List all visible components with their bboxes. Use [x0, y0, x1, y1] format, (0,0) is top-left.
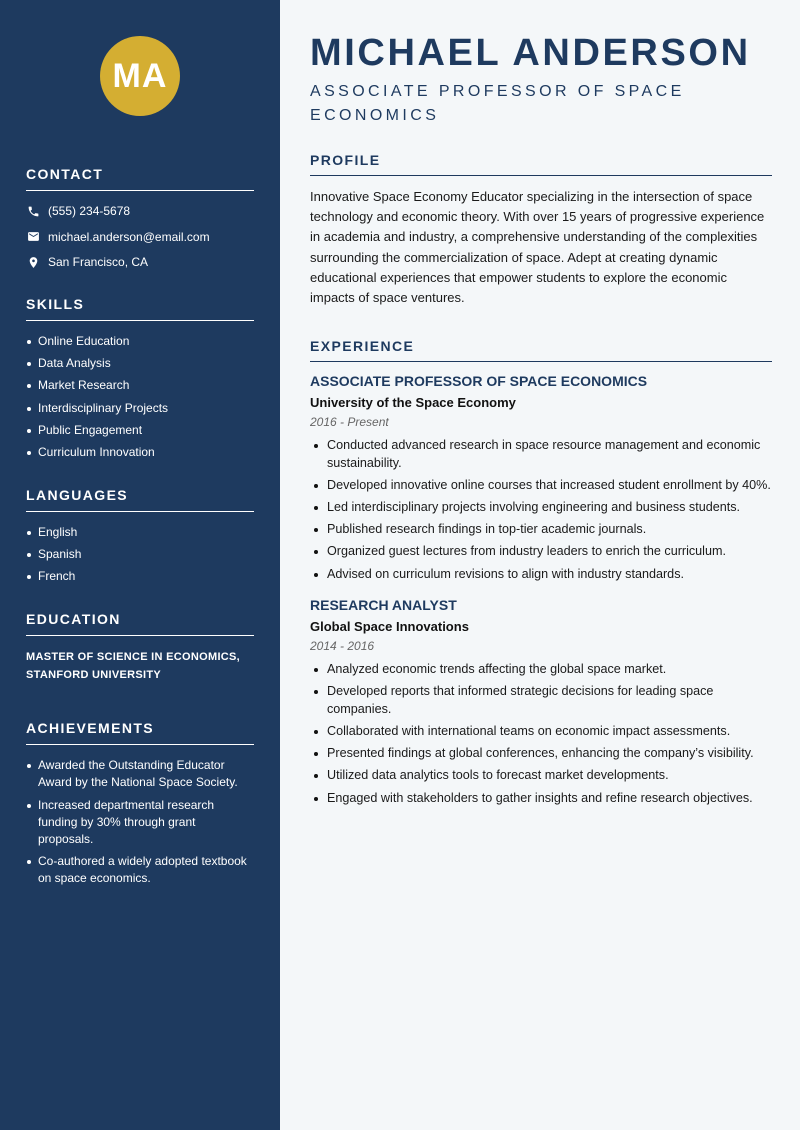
education-heading: EDUCATION: [26, 611, 254, 636]
experience-section: [310, 338, 772, 807]
job-bullet: Published research findings in top-tier academic journals.: [310, 521, 772, 539]
job-role: ASSOCIATE PROFESSOR OF SPACE ECONOMICS: [310, 373, 648, 390]
achievements-section: [26, 720, 254, 886]
achievements-heading: ACHIEVEMENTS: [26, 720, 254, 745]
education-entry: MASTER OF SCIENCE IN ECONOMICS, STANFORD UNIVERSITY: [26, 651, 241, 682]
contact-location: [26, 254, 254, 270]
languages-list: [26, 524, 254, 585]
job-bullets: [310, 661, 772, 807]
email-text[interactable]: michael.anderson@email.com: [48, 229, 210, 244]
contact-phone: [26, 203, 254, 219]
language-item: English: [26, 524, 254, 541]
profile-heading: PROFILE: [310, 152, 772, 176]
skills-heading: SKILLS: [26, 296, 254, 321]
avatar-initials: MA: [112, 56, 168, 95]
avatar: [100, 36, 180, 116]
language-item: French: [26, 568, 254, 585]
job-bullet: Utilized data analytics tools to forecast market developments.: [310, 767, 772, 785]
skill-item: Online Education: [26, 333, 254, 350]
job-bullet: Developed innovative online courses that increased student enrollment by 40%.: [310, 477, 772, 495]
skill-item: Public Engagement: [26, 422, 254, 439]
languages-heading: LANGUAGES: [26, 487, 254, 512]
job-bullet: Developed reports that informed strategic decisions for leading space companies.: [310, 683, 772, 718]
profile-section: [310, 152, 772, 308]
location-pin-icon: [26, 255, 40, 269]
candidate-name: MICHAEL ANDERSON: [310, 32, 751, 74]
sidebar: [0, 0, 280, 1130]
job-company: Global Space Innovations: [310, 619, 469, 635]
job-entry: [310, 373, 772, 583]
location-text: San Francisco, CA: [48, 255, 149, 269]
contact-heading: CONTACT: [26, 166, 254, 191]
job-entry: [310, 597, 772, 807]
skill-item: Data Analysis: [26, 355, 254, 372]
email-icon: [26, 230, 40, 244]
achievement-item: Awarded the Outstanding Educator Award by the National Space Society.: [26, 757, 254, 791]
job-bullet: Advised on curriculum revisions to align with industry standards.: [310, 566, 772, 584]
job-dates: 2016 - Present: [310, 415, 389, 430]
job-role: RESEARCH ANALYST: [310, 597, 457, 614]
job-bullet: Engaged with stakeholders to gather insights and refine research objectives.: [310, 790, 772, 808]
contact-section: [26, 166, 254, 270]
job-bullet: Led interdisciplinary projects involving engineering and business students.: [310, 499, 772, 517]
job-bullet: Presented findings at global conferences, enhancing the company’s visibility.: [310, 745, 772, 763]
experience-heading: EXPERIENCE: [310, 338, 772, 362]
main-content: [310, 30, 772, 821]
skill-item: Market Research: [26, 377, 254, 394]
achievements-list: [26, 757, 254, 886]
job-bullet: Organized guest lectures from industry leaders to enrich the curriculum.: [310, 543, 772, 561]
skills-section: [26, 296, 254, 461]
profile-text: Innovative Space Economy Educator specializing in the intersection of space technology and economic theory. With over 15 years of progressive experience in academia and industry, a comprehensive understanding of the complexities surrounding the commercialization of space. Adept at creating dynamic educational experiences that empower students to explore the economic impacts of space ventures.: [310, 189, 765, 306]
skills-list: [26, 333, 254, 461]
achievement-item: Co-authored a widely adopted textbook on space economics.: [26, 853, 254, 887]
phone-icon: [26, 204, 40, 218]
language-item: Spanish: [26, 546, 254, 563]
skill-item: Curriculum Innovation: [26, 444, 254, 461]
job-bullet: Collaborated with international teams on economic impact assessments.: [310, 723, 772, 741]
education-section: [26, 611, 254, 684]
phone-text[interactable]: (555) 234-5678: [48, 204, 131, 218]
candidate-title: ASSOCIATE PROFESSOR OF SPACE ECONOMICS: [310, 83, 685, 124]
job-bullet: Conducted advanced research in space resource management and economic sustainability.: [310, 437, 772, 472]
job-dates: 2014 - 2016: [310, 639, 375, 654]
job-bullet: Analyzed economic trends affecting the global space market.: [310, 661, 772, 679]
job-company: University of the Space Economy: [310, 395, 516, 411]
contact-email: [26, 229, 254, 245]
languages-section: [26, 487, 254, 585]
achievement-item: Increased departmental research funding by 30% through grant proposals.: [26, 797, 254, 848]
job-bullets: [310, 437, 772, 583]
skill-item: Interdisciplinary Projects: [26, 400, 254, 417]
